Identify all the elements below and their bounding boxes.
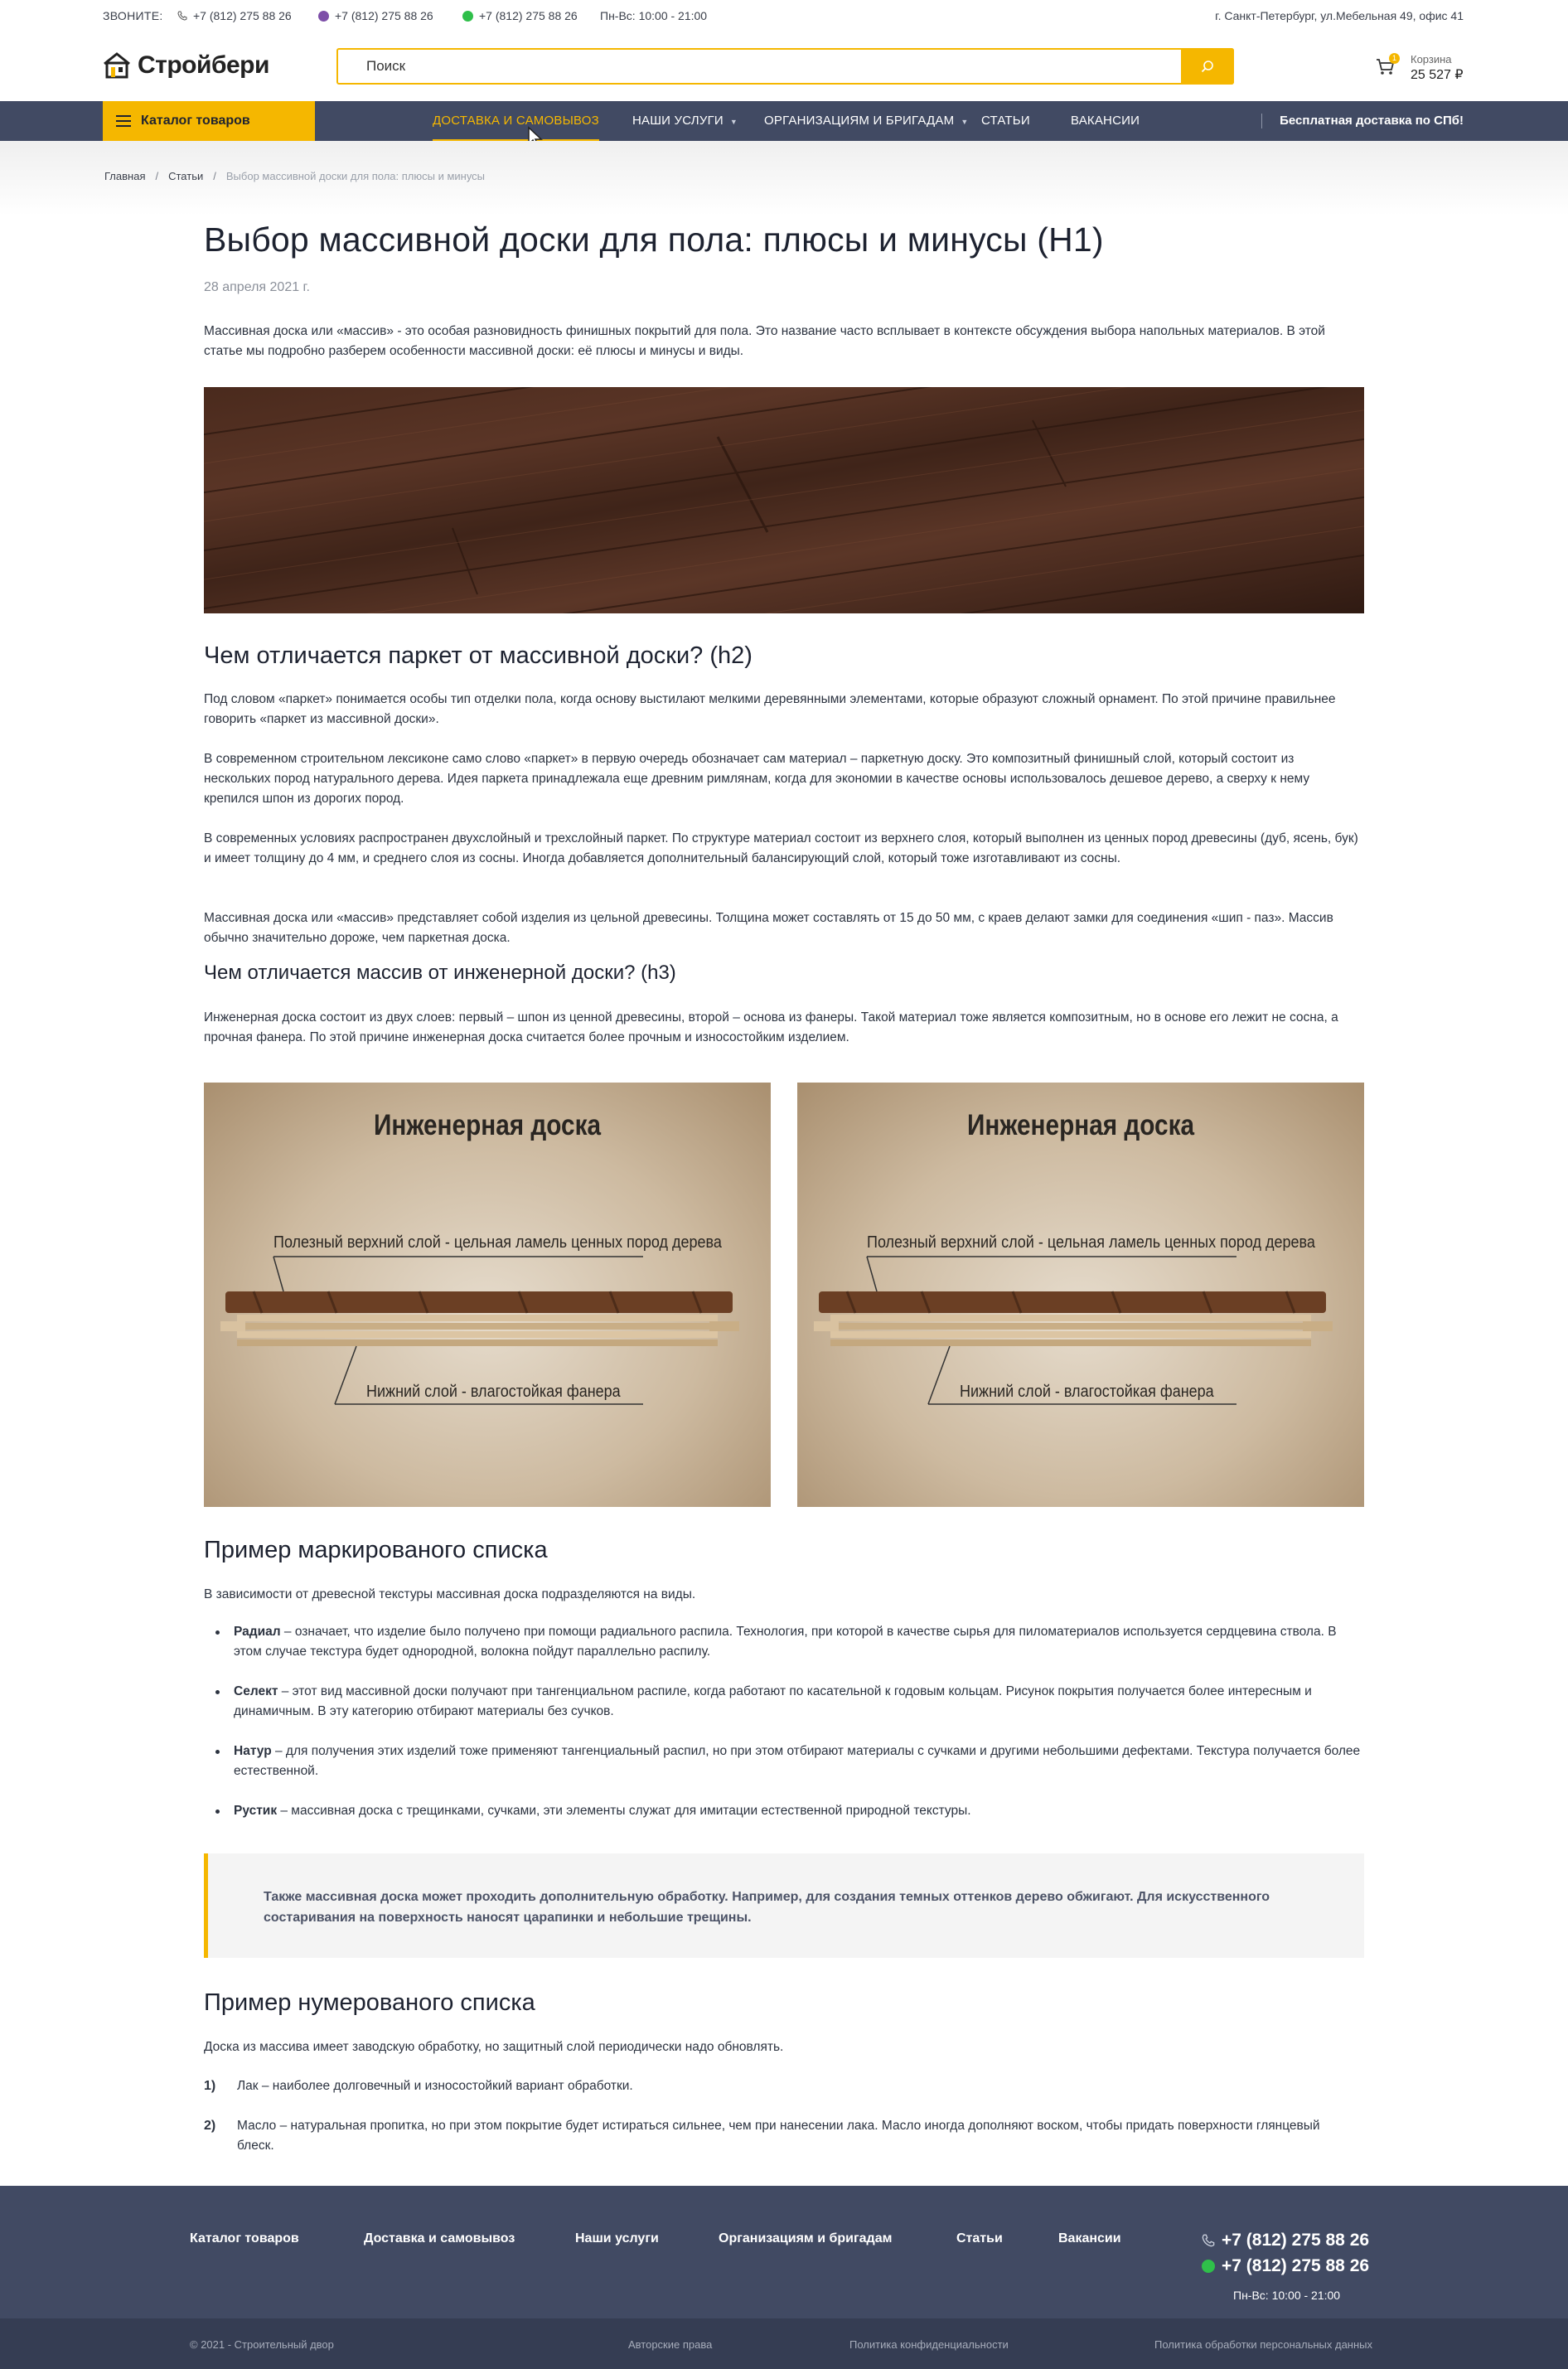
search-icon (1201, 60, 1214, 73)
phone-icon (177, 11, 187, 21)
article-paragraph: Под словом «паркет» понимается особы тип отделки пола, когда основу выстилают мелкими деревянными элементами, которые образуют сложный орнамент. По этой причине правильнее говорить «паркет из массивной доски». (204, 692, 1336, 726)
nav-item-organizations[interactable] (764, 101, 968, 141)
footer-phone-link[interactable] (1202, 2231, 1369, 2250)
list-item (204, 1801, 1364, 1821)
page-title: Выбор массивной доски для пола: плюсы и минусы (H1) (204, 220, 1104, 259)
diagram-title: Инженерная доска (373, 1109, 602, 1141)
diagram-bottom-label: Нижний слой - влагостойкая фанера (960, 1383, 1214, 1401)
menu-icon (116, 115, 131, 127)
list-item (204, 1622, 1364, 1662)
breadcrumb-separator: / (155, 170, 159, 182)
whatsapp-phone-link[interactable] (462, 9, 578, 22)
breadcrumb-home[interactable]: Главная (104, 170, 146, 182)
list-item-text: Масло – натуральная пропитка, но при этом покрытие будет истираться сильнее, чем при нанесении лака. Масло иногда дополняют воском, чтобы придать поверхности глянцевый блеск. (237, 2119, 1320, 2153)
footer-link-delivery[interactable]: Доставка и самовывоз (364, 2231, 515, 2245)
whatsapp-icon (1202, 2260, 1215, 2273)
cart-count-badge: 1 (1389, 53, 1400, 64)
breadcrumb (104, 170, 485, 182)
nav-item-label: НАШИ УСЛУГИ (632, 114, 724, 128)
section-heading: Пример маркированого списка (204, 1537, 548, 1563)
blockquote-text: Также массивная доска может проходить дополнительную обработку. Например, для создания темных оттенков дерево обжигают. Для искусственного состаривания на поверхность наносят царапинки и небольшие трещины. (264, 1890, 1270, 1925)
nav-item-label: ДОСТАВКА И САМОВЫВОЗ (433, 114, 599, 128)
list-item-text: – означает, что изделие было получено при помощи радиального распила. Технология, при которой в качестве сырья для пиломатериалов используется сердцевина ствола. В этом случае текстура будет однородной, волокна пойдут параллельно распилу. (234, 1625, 1337, 1659)
copyright-link[interactable]: Авторские права (628, 2338, 713, 2351)
whatsapp-icon (462, 11, 473, 22)
section-heading: Чем отличается паркет от массивной доски? (h2) (204, 642, 753, 669)
article-paragraph: Инженерная доска состоит из двух слоев: первый – шпон из ценной древесины, второй – основа из фанеры. Такой материал тоже является композитным, но в основе его лежит не сосна, а прочная фанера. По этой причине инженерная доска считается более прочным и износостойким изделием. (204, 1010, 1338, 1044)
personal-data-policy-link[interactable]: Политика обработки персональных данных (1154, 2338, 1373, 2351)
nav-item-articles[interactable] (981, 101, 1030, 141)
article-paragraph: В современных условиях распространен двухслойный и трехслойный паркет. По структуре материал состоит из верхнего слоя, который выполнен из ценных пород древесины (дуб, ясень, бук) и имеет толщину до 4 мм, и среднего слоя из сосны. Иногда добавляется дополнительный балансирующий слой, который тоже изготавливают из сосны. (204, 831, 1358, 865)
wood-floor-image (204, 387, 1364, 613)
list-item (204, 1682, 1364, 1722)
cart-label: Корзина (1411, 53, 1452, 65)
list-item-text: – массивная доска с трещинками, сучками, эти элементы служат для имитации естественной природной текстуры. (277, 1804, 971, 1818)
catalog-label: Каталог товаров (141, 114, 250, 128)
list-item-text: – этот вид массивной доски получают при тангенциальном распиле, когда работают по касательной к годовым кольцам. Рисунок покрытия получается более интересным и динамичным. В эту категорию отбирают материалы без сучков. (234, 1684, 1312, 1718)
diagram-bottom-label: Нижний слой - влагостойкая фанера (366, 1383, 621, 1401)
article-date: 28 апреля 2021 г. (204, 280, 310, 294)
header (0, 31, 1568, 101)
list-item-text: Лак – наиболее долговечный и износостойкий вариант обработки. (237, 2079, 633, 2093)
footer-phone-number: +7 (812) 275 88 26 (1222, 2231, 1370, 2250)
nav-divider (1261, 114, 1262, 128)
blockquote (204, 1853, 1364, 1958)
copyright: © 2021 - Строительный двор (190, 2338, 334, 2351)
diagram-top-label: Полезный верхний слой - цельная ламель ценных пород дерева (273, 1233, 722, 1252)
house-logo-icon (103, 52, 131, 79)
subfooter (0, 2318, 1568, 2369)
footer-whatsapp-link[interactable] (1202, 2256, 1369, 2276)
free-delivery-notice: Бесплатная доставка по СПб! (1280, 114, 1464, 128)
viber-icon (318, 11, 329, 22)
logo-name: Стройбери (138, 51, 269, 79)
cart-button[interactable] (1376, 53, 1475, 83)
list-item (204, 1742, 1364, 1781)
phone-number: +7 (812) 275 88 26 (335, 9, 433, 22)
article-intro: Массивная доска или «массив» - это особая разновидность финишных покрытий для пола. Это название часто всплывает в контексте обсуждения выбора напольных материалов. В этой статье мы подробно разберем особенности массивной доски: её плюсы и минусы и виды. (204, 324, 1325, 358)
footer-link-organizations[interactable]: Организациям и бригадам (719, 2231, 893, 2245)
search-button[interactable] (1181, 48, 1234, 85)
breadcrumb-articles[interactable]: Статьи (168, 170, 204, 182)
list-item-term: Селект (234, 1684, 278, 1698)
working-hours: Пн-Вс: 10:00 - 21:00 (600, 9, 708, 22)
nav-item-label: ВАКАНСИИ (1071, 114, 1140, 128)
phone-icon (1202, 2234, 1215, 2247)
search-box (336, 48, 1234, 85)
subsection-heading: Чем отличается массив от инженерной доски? (h3) (204, 962, 676, 984)
engineered-board-diagram (204, 1083, 771, 1507)
list-item-text: – для получения этих изделий тоже применяют тангенциальный распил, но при этом отбирают материалы с сучками и другими небольшими дефектами. Текстура получается более естественной. (234, 1744, 1361, 1778)
chevron-down-icon: ▼ (729, 118, 738, 126)
phone-number: +7 (812) 275 88 26 (193, 9, 292, 22)
footer-phone-number: +7 (812) 275 88 26 (1222, 2256, 1370, 2275)
breadcrumb-current: Выбор массивной доски для пола: плюсы и минусы (225, 170, 486, 182)
footer-link-articles[interactable]: Статьи (956, 2231, 1003, 2245)
article-paragraph: Массивная доска или «массив» представляет собой изделия из цельной древесины. Толщина может составлять от 15 до 50 мм, с краев делают замки для соединения «шип - паз». Массив обычно значительно дороже, чем паркетная доска. (204, 911, 1333, 945)
calls-label: ЗВОНИТЕ: (103, 9, 163, 22)
footer-link-catalog[interactable]: Каталог товаров (190, 2231, 299, 2245)
engineered-board-diagram (797, 1083, 1364, 1507)
list-item-term: Рустик (234, 1804, 278, 1818)
address: г. Санкт-Петербург, ул.Мебельная 49, офис 41 (1215, 9, 1464, 22)
logo[interactable] (103, 51, 269, 80)
nav-item-vacancies[interactable] (1071, 101, 1140, 141)
article-paragraph: В зависимости от древесной текстуры массивная доска подразделяются на виды. (204, 1587, 696, 1601)
footer-link-vacancies[interactable]: Вакансии (1058, 2231, 1121, 2245)
list-number: 2) (204, 2119, 216, 2133)
footer-link-services[interactable]: Наши услуги (575, 2231, 659, 2245)
nav-item-delivery[interactable] (433, 101, 599, 141)
list-number: 1) (204, 2079, 216, 2093)
footer (0, 2186, 1568, 2318)
article-paragraph: В современном строительном лексиконе само слово «паркет» в первую очередь обозначает сам материал – паркетную доску. Это композитный финишный слой, который состоит из нескольких пород натурального дерева. Идея паркета принадлежала еще древним римлянам, когда для экономии в качестве основы использовалось дешевое дерево, а сверху к нему крепился шпон из дорогих пород. (204, 752, 1310, 806)
privacy-policy-link[interactable]: Политика конфиденциальности (849, 2338, 1009, 2351)
diagram-top-label: Полезный верхний слой - цельная ламель ценных пород дерева (867, 1233, 1315, 1252)
article-paragraph: Доска из массива имеет заводскую обработку, но защитный слой периодически надо обновлять. (204, 2040, 784, 2054)
topbar (0, 0, 1568, 31)
viber-phone-link[interactable] (318, 9, 433, 22)
nav-item-services[interactable] (632, 101, 738, 141)
catalog-button[interactable] (103, 101, 315, 141)
phone-number: +7 (812) 275 88 26 (479, 9, 578, 22)
section-heading: Пример нумерованого списка (204, 1989, 535, 2016)
list-item-term: Радиал (234, 1625, 281, 1639)
cart-sum: 25 527 ₽ (1411, 68, 1464, 82)
chevron-down-icon: ▼ (961, 118, 969, 126)
main-nav (0, 101, 1568, 141)
phone-link[interactable] (177, 9, 292, 22)
footer-hours: Пн-Вс: 10:00 - 21:00 (1233, 2289, 1341, 2302)
search-input[interactable] (338, 50, 1179, 83)
breadcrumb-separator: / (213, 170, 216, 182)
list-item-term: Натур (234, 1744, 272, 1758)
nav-item-label: СТАТЬИ (981, 114, 1030, 128)
diagram-title: Инженерная доска (966, 1109, 1195, 1141)
nav-item-label: ОРГАНИЗАЦИЯМ И БРИГАДАМ (764, 114, 955, 128)
